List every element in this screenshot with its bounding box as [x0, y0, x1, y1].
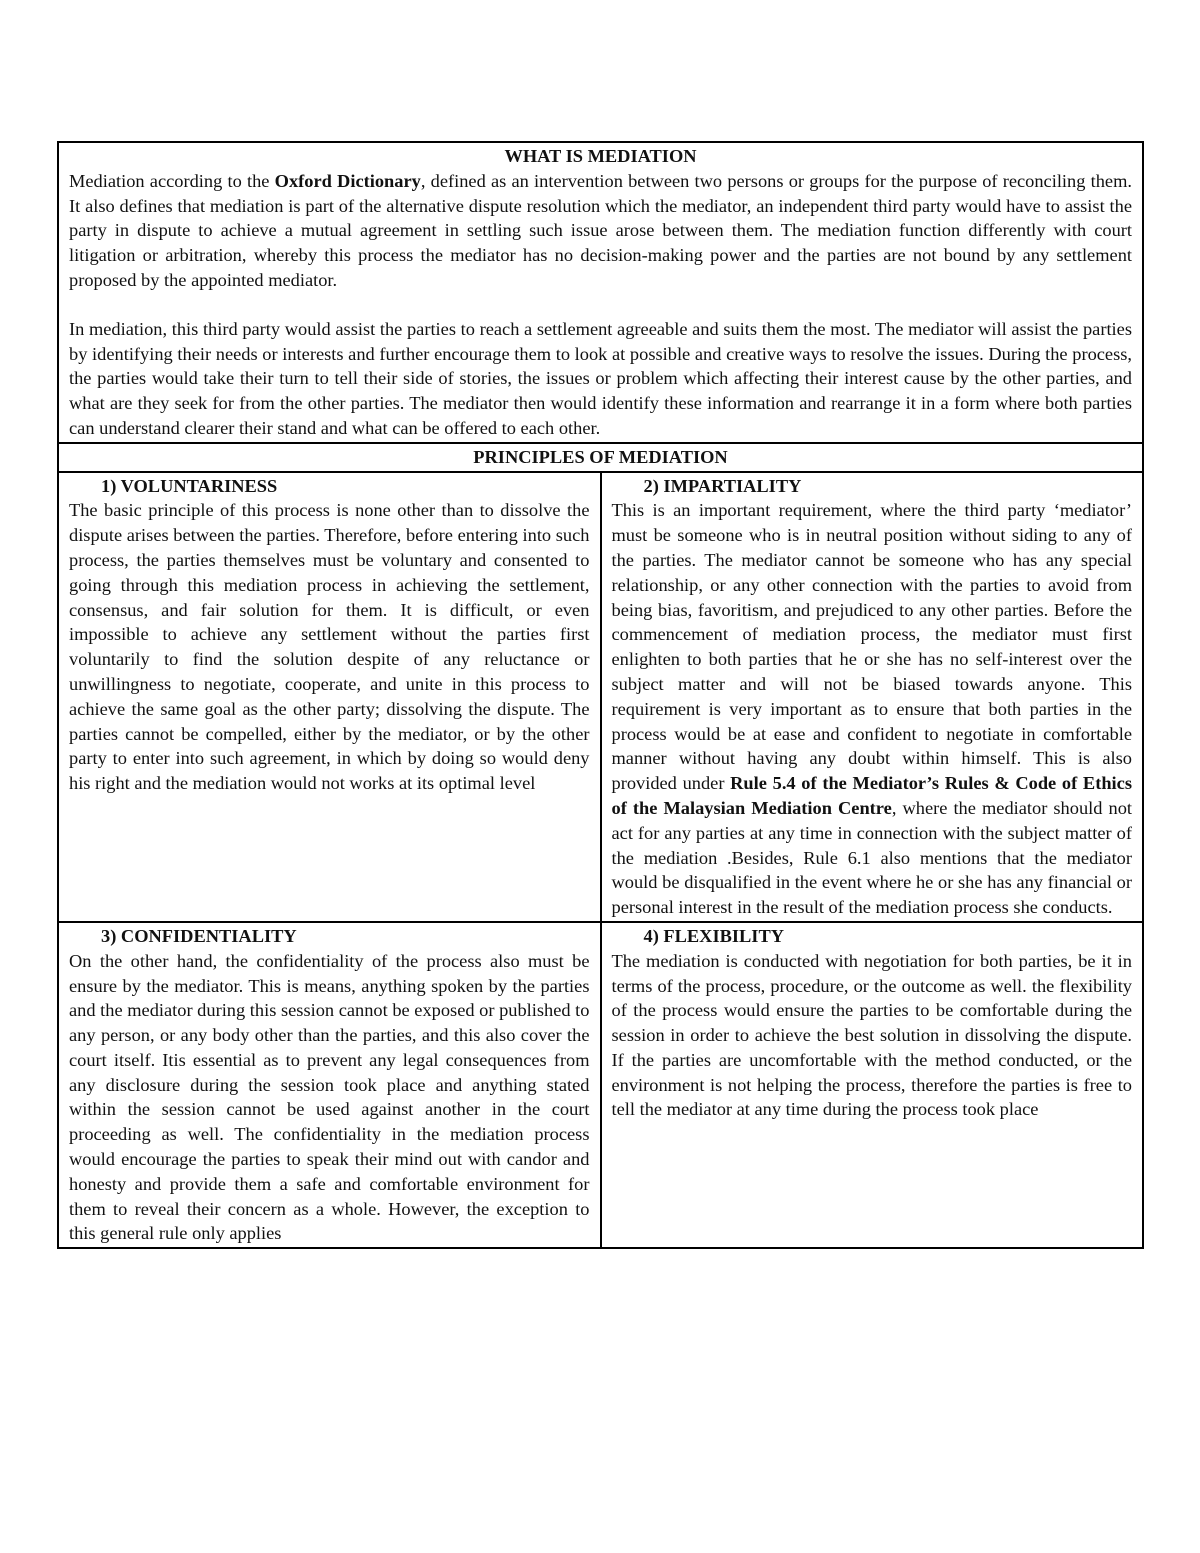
- flexibility-heading: 4) FLEXIBILITY: [643, 925, 785, 946]
- voluntariness-cell: [58, 472, 601, 922]
- mediation-table: [57, 141, 1144, 1249]
- voluntariness-heading: 1) VOLUNTARINESS: [101, 475, 278, 496]
- impartiality-heading: 2) IMPARTIALITY: [643, 475, 802, 496]
- oxford-dictionary-term: Oxford Dictionary: [274, 170, 421, 191]
- section-title-what-is-mediation: WHAT IS MEDIATION: [504, 146, 697, 166]
- definition-text-a: Mediation according to the: [69, 170, 275, 191]
- confidentiality-cell: [58, 922, 601, 1248]
- impartiality-text-a: This is an important requirement, where the third party ‘mediator’ must be someone who is in neutral position without siding to any of the parties. The mediator cannot be someone who has any special relationship, or any other connection with the parties to avoid from being bias, favoritism, and prejudiced to any other parties. Before the commencement of mediation process, the mediator must first enlighten to both parties that he or she has no self-interest over the subject matter and will not be biased towards anyone. This requirement is very important as to ensure that both parties in the process would be at ease and confident to negotiate in comfortable manner without having any doubt within himself. This is also provided under: [611, 500, 1132, 794]
- impartiality-text: [612, 498, 1133, 920]
- voluntariness-text: The basic principle of this process is none other than to dissolve the dispute arises between the parties. Therefore, before entering into such process, the parties themselves must be voluntary and consented to going through this mediation process in achieving the settlement, consensus, and fair solution for them. It is difficult, or even impossible to achieve any settlement without the parties first voluntarily to find the solution despite of any reluctance or unwillingness to negotiate, cooperate, and unite in this process to achieve the same goal as the other party; dissolving the dispute. The parties cannot be compelled, either by the mediator, or by the other party to enter into such agreement, in which by doing so would deny his right and the mediation would not works at its optimal level: [69, 500, 590, 794]
- document-page: [57, 141, 1144, 1249]
- flexibility-cell: [601, 922, 1144, 1248]
- definition-text-b: , defined as an intervention between two persons or groups for the purpose of reconciling them. It also defines that mediation is part of the alternative dispute resolution which the mediator, an independent third party would have to assist the party in dispute to achieve a mutual agreement in settling such issue arose between them. The mediation function differently with court litigation or arbitration, whereby this process the mediator has no decision-making power and the parties are not bound by any settlement proposed by the appointed mediator.: [69, 170, 1132, 290]
- impartiality-cell: [601, 472, 1144, 922]
- mediation-process-paragraph: In mediation, this third party would assist the parties to reach a settlement agreeable and suits them the most. The mediator will assist the parties by identifying their needs or interests and further encourage them to look at possible and creative ways to resolve the issues. During the process, the parties would take their turn to tell their side of stories, the issues or problem which affecting their interest cause by the other parties, and what are they seek for from the other parties. The mediator then would identify these information and rearrange it in a form where both parties can understand clearer their stand and what can be offered to each other.: [69, 318, 1132, 438]
- rule-citation: Rule 5.4 of the Mediator’s Rules & Code of Ethics of the Malaysian Mediation Centre: [611, 773, 1132, 818]
- confidentiality-heading: 3) CONFIDENTIALITY: [101, 925, 297, 946]
- section-title-principles: PRINCIPLES OF MEDIATION: [58, 443, 1143, 472]
- definition-paragraph: [69, 169, 1132, 293]
- confidentiality-text: On the other hand, the confidentiality of the process also must be ensure by the mediator. This is means, anything spoken by the parties and the mediator during this session cannot be exposed or published to any person, or any body other than the parties, and this also cover the court itself. Itis essential as to prevent any legal consequences from any disclosure during the session took place and anything stated within the session cannot be used against another in the court proceeding as well. The confidentiality in the mediation process would encourage the parties to speak their mind out with candor and honesty and provide them a safe and comfortable environment for them to reveal their concern as a whole. However, the exception to this general rule only applies: [69, 950, 590, 1244]
- impartiality-text-b: , where the mediator should not act for any parties at any time in connection with the subject matter of the mediation .Besides, Rule 6.1 also mentions that the mediator would be disqualified in the event where he or she has any financial or personal interest in the result of the mediation process she conducts.: [611, 797, 1132, 918]
- flexibility-text: The mediation is conducted with negotiation for both parties, be it in terms of the process, procedure, or the outcome as well. the flexibility of the process would ensure the parties to be comfortable during the session in order to achieve the best solution in dissolving the dispute. If the parties are uncomfortable with the method conducted, or the environment is not helping the process, therefore the parties is free to tell the mediator at any time during the process took place: [611, 950, 1132, 1120]
- what-is-mediation-cell: [58, 142, 1143, 443]
- paragraph-gap: [69, 293, 1132, 317]
